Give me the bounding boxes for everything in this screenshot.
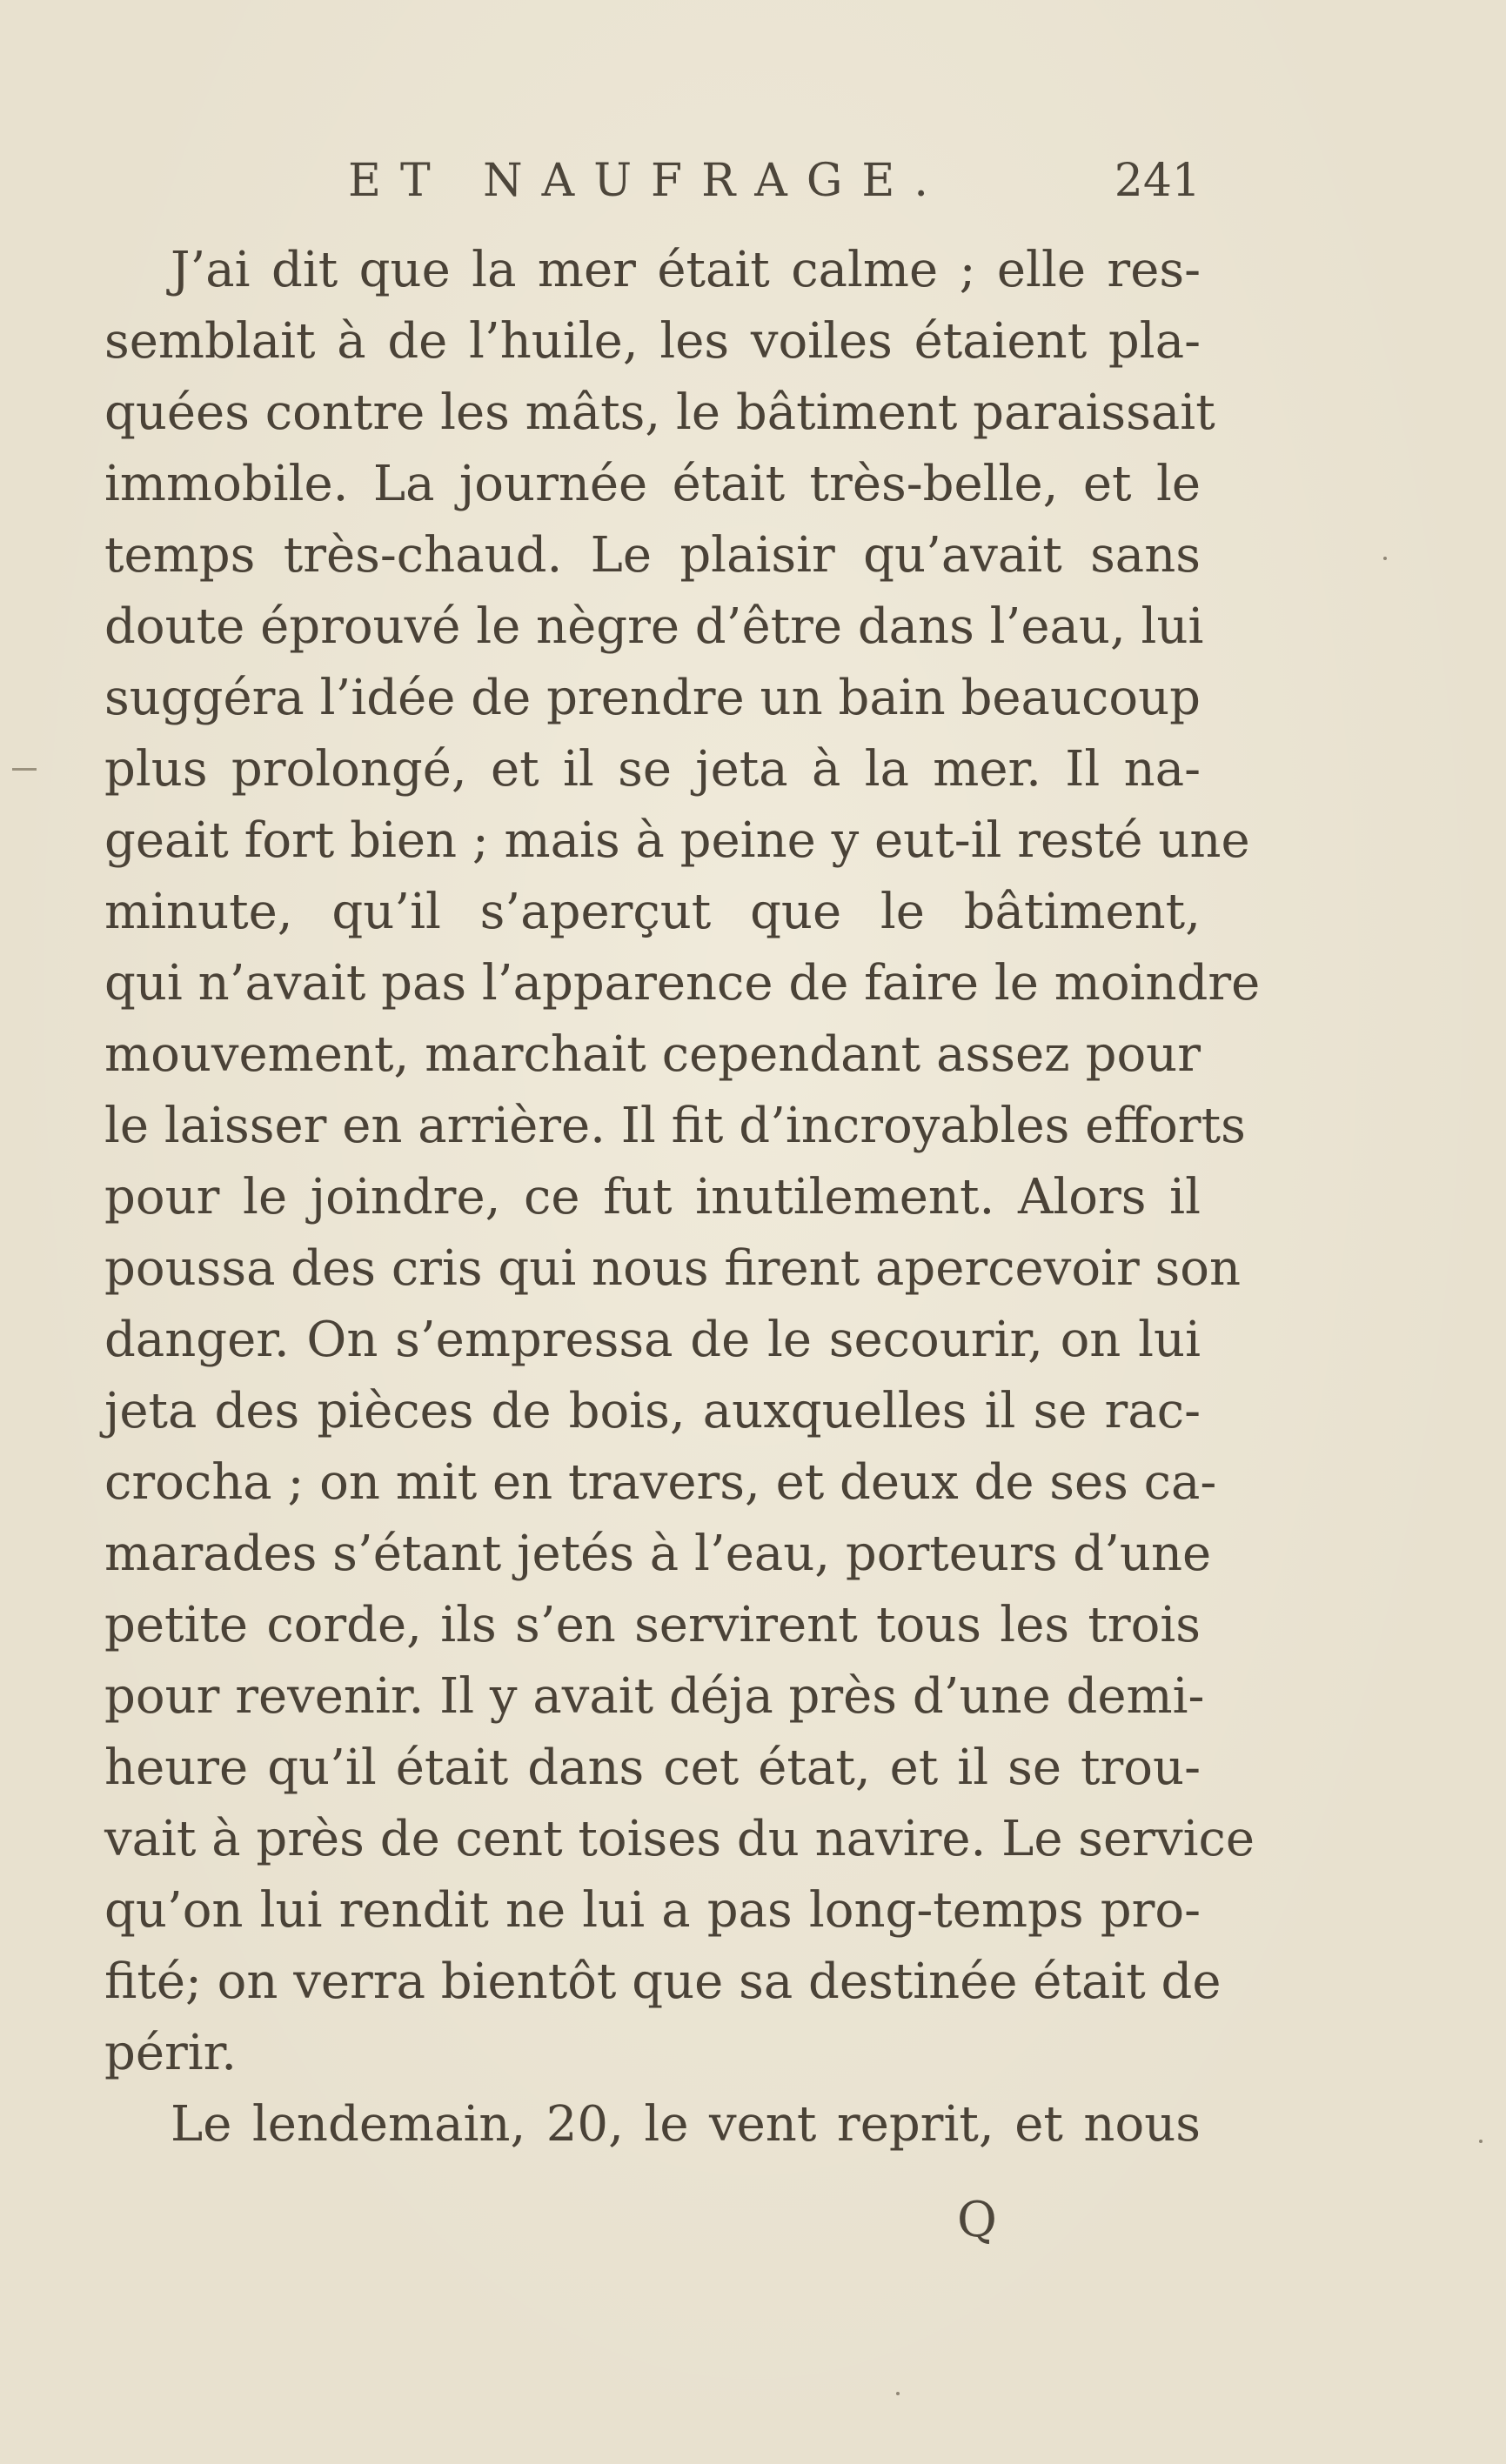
text-line: minute, qu’il s’aperçut que le bâtiment, [104, 884, 1201, 940]
text-line: petite corde, ils s’en servirent tous les trois [104, 1597, 1201, 1653]
text-line: mouvement, marchait cependant assez pour [104, 1026, 1201, 1083]
paragraph [104, 2089, 1201, 2160]
body-text [104, 235, 1261, 2160]
paragraph [104, 235, 1261, 2089]
text-line: immobile. La journée était très-belle, et le [104, 456, 1201, 512]
margin-mark [12, 768, 37, 771]
page-number: 241 [1114, 155, 1201, 207]
running-head: ET NAUFRAGE. [348, 155, 947, 207]
text-line: quées contre les mâts, le bâtiment paraissait [104, 384, 1215, 441]
text-line: pour le joindre, ce fut inutilement. Alors il [104, 1169, 1201, 1225]
text-line: J’ai dit que la mer était calme ; elle res- [171, 242, 1201, 298]
text-line: crocha ; on mit en travers, et deux de ses ca- [104, 1454, 1217, 1511]
paper-speck [1383, 557, 1387, 560]
text-line: semblait à de l’huile, les voiles étaient pla- [104, 313, 1201, 370]
text-line: geait fort bien ; mais à peine y eut-il resté une [104, 812, 1250, 869]
text-line: qui n’avait pas l’apparence de faire le moindre [104, 955, 1261, 1012]
text-line: temps très-chaud. Le plaisir qu’avait sans [104, 527, 1201, 584]
page-header [104, 155, 1201, 216]
text-line: heure qu’il était dans cet état, et il se trou- [104, 1739, 1201, 1796]
text-line: jeta des pièces de bois, auxquelles il se rac- [104, 1383, 1201, 1439]
text-line: qu’on lui rendit ne lui a pas long-temps pro- [104, 1882, 1201, 1939]
text-line: le laisser en arrière. Il fit d’incroyables efforts [104, 1098, 1246, 1154]
text-line: poussa des cris qui nous firent apercevoir son [104, 1240, 1242, 1297]
text-line: doute éprouvé le nègre d’être dans l’eau, lui [104, 598, 1204, 655]
text-line: marades s’étant jetés à l’eau, porteurs d’une [104, 1526, 1212, 1582]
paper-speck [1479, 2140, 1483, 2143]
text-line: Le lendemain, 20, le vent reprit, et nous [171, 2096, 1201, 2153]
text-line: périr. [104, 2025, 238, 2081]
text-line: danger. On s’empressa de le secourir, on lui [104, 1312, 1201, 1368]
text-line: vait à près de cent toises du navire. Le service [104, 1811, 1255, 1867]
signature-mark: Q [957, 2192, 997, 2248]
text-line: fité; on verra bientôt que sa destinée était de [104, 1953, 1222, 2010]
text-line: pour revenir. Il y avait déja près d’une demi- [104, 1668, 1205, 1725]
text-line: plus prolongé, et il se jeta à la mer. Il na- [104, 741, 1201, 798]
text-line: suggéra l’idée de prendre un bain beaucoup [104, 670, 1201, 726]
paper-speck [896, 2392, 900, 2395]
